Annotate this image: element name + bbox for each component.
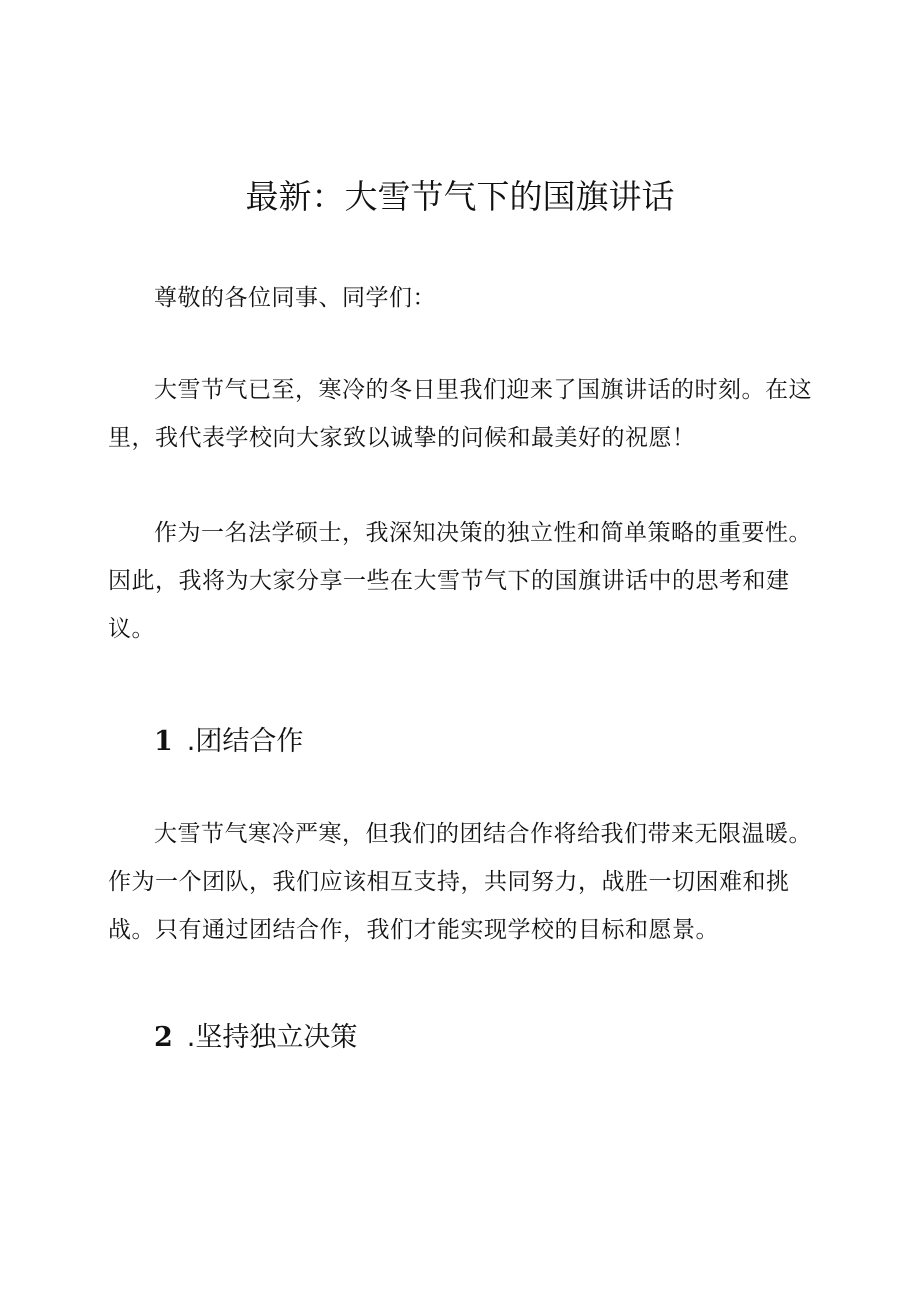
intro-paragraph: 大雪节气已至，寒冷的冬日里我们迎来了国旗讲话的时刻。在这里，我代表学校向大家致以诚挚的问候和最美好的祝愿！ [108,377,812,451]
document-title: 最新：大雪节气下的国旗讲话 [245,177,675,216]
section-title: .坚持独立决策 [186,1022,358,1053]
background-paragraph: 作为一名法学硕士，我深知决策的独立性和简单策略的重要性。因此，我将为大家分享一些在大雪节气下的国旗讲话中的思考和建议。 [108,520,812,642]
section-number: 2 [154,1022,173,1053]
section-heading-1 [154,722,303,762]
section-heading-2 [154,1018,357,1058]
section-number: 1 [154,726,173,757]
greeting: 尊敬的各位同事、同学们： [154,285,436,311]
section-1-body: 大雪节气寒冷严寒，但我们的团结合作将给我们带来无限温暖。作为一个团队，我们应该相互支持，共同努力，战胜一切困难和挑战。只有通过团结合作，我们才能实现学校的目标和愿景。 [108,821,812,943]
section-title: .团结合作 [186,726,304,757]
